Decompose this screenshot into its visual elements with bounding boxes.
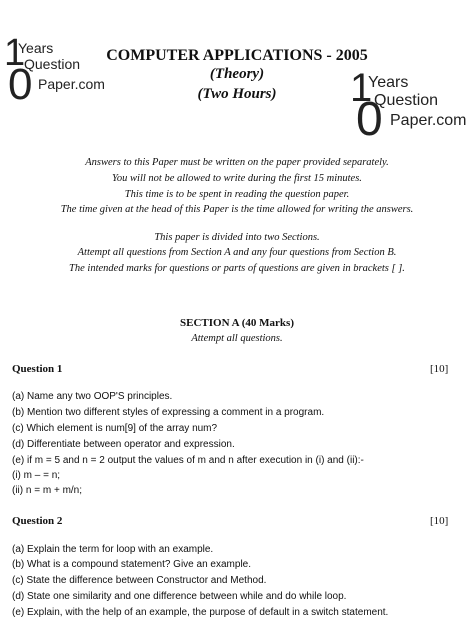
instruction-line: You will not be allowed to write during the first 15 minutes. bbox=[112, 173, 362, 184]
logo-word-years: Years bbox=[18, 40, 54, 56]
logo-word-paper: Paper.com bbox=[390, 112, 467, 129]
paper-title: COMPUTER APPLICATIONS - 2005 bbox=[106, 47, 368, 64]
question-item: (e) Explain, with the help of an example, the purpose of default in a switch statement. bbox=[12, 607, 389, 618]
question-item: (c) State the difference between Constructor and Method. bbox=[12, 575, 267, 586]
paper-subtitle: (Theory) bbox=[209, 66, 265, 82]
instruction-line: This paper is divided into two Sections. bbox=[154, 232, 320, 243]
question-label: Question 1 bbox=[12, 363, 63, 375]
instruction-line: This time is to be spent in reading the question paper. bbox=[124, 189, 350, 200]
question-item: (a) Explain the term for loop with an example. bbox=[12, 544, 214, 555]
instruction-line: Attempt all questions from Section A and any four questions from Section B. bbox=[77, 247, 397, 258]
paper-duration: (Two Hours) bbox=[197, 86, 277, 102]
question-item: (d) Differentiate between operator and expression. bbox=[12, 439, 235, 450]
logo-word-question: Question bbox=[24, 56, 81, 72]
question-item: (c) Which element is num[9] of the array num? bbox=[12, 423, 218, 434]
question-item: (b) What is a compound statement? Give an example. bbox=[12, 559, 252, 570]
instruction-line: The intended marks for questions or parts of questions are given in brackets [ ]. bbox=[69, 263, 405, 274]
question-marks: [10] bbox=[430, 515, 449, 527]
question-item: (d) State one similarity and one difference between while and do while loop. bbox=[12, 591, 347, 602]
logo-digit-zero: 0 bbox=[356, 93, 383, 146]
section-title: SECTION A (40 Marks) bbox=[180, 317, 294, 329]
logo-word-years: Years bbox=[368, 74, 409, 91]
question-label: Question 2 bbox=[12, 515, 63, 527]
section-subtitle: Attempt all questions. bbox=[191, 333, 283, 344]
logo-digit-one: 1 bbox=[4, 32, 26, 74]
question-item: (e) if m = 5 and n = 2 output the values of m and n after execution in (i) and (ii):- bbox=[12, 455, 364, 466]
logo-word-paper: Paper.com bbox=[38, 76, 105, 92]
question-marks: [10] bbox=[430, 363, 449, 375]
logo-digit-zero: 0 bbox=[8, 60, 33, 109]
logo-digit-one: 1 bbox=[350, 66, 373, 110]
question-item: (b) Mention two different styles of expressing a comment in a program. bbox=[12, 407, 325, 418]
instruction-line: The time given at the head of this Paper is the time allowed for writing the answers. bbox=[60, 204, 414, 215]
question-item: (a) Name any two OOP'S principles. bbox=[12, 391, 173, 402]
question-item: (i) m – = n; bbox=[12, 470, 61, 481]
question-item: (ii) n = m + m/n; bbox=[12, 485, 83, 496]
instruction-line: Answers to this Paper must be written on the paper provided separately. bbox=[85, 157, 389, 168]
logo-word-question: Question bbox=[374, 92, 439, 109]
